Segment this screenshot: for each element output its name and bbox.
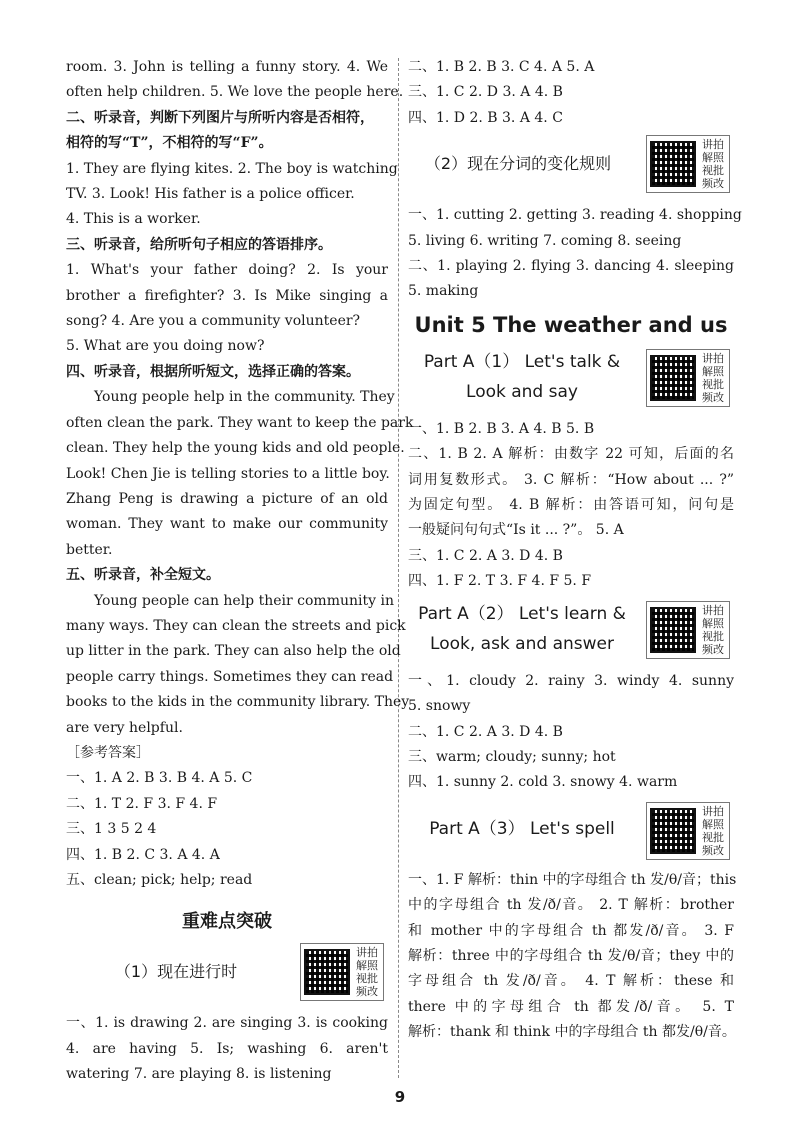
answer-line: 二、1. playing 2. flying 3. dancing 4. sleeping (408, 258, 734, 275)
lesson-title: Look and say (466, 381, 578, 402)
unit-title: Unit 5 The weather and us (414, 312, 728, 337)
qr-code-badge[interactable] (646, 349, 730, 407)
answer-line: 一、1. F 解析：thin 中的字母组合 th 发/θ/音；this (408, 871, 737, 888)
answer-line: 一、1. cutting 2. getting 3. reading 4. shopping (408, 207, 742, 224)
left-column (66, 55, 414, 1088)
qr-label: 讲拍 解照 视批 频改 (702, 138, 724, 191)
qr-code-badge[interactable] (646, 135, 730, 193)
answer-line: 四、1. F 2. T 3. F 4. F 5. F (408, 573, 592, 590)
text-line: room. 3. John is telling a funny story. 4. We (66, 59, 388, 75)
answer-line: 二、1. C 2. A 3. D 4. B (408, 723, 563, 740)
answer-line: 五、clean; pick; help; read (66, 872, 253, 888)
answer-line: 中的字母组合 th 发/ð/音。 2. T 解析：brother (408, 897, 734, 914)
task-heading: 相符的写“T”，不相符的写“F”。 (66, 135, 273, 152)
lesson-title: Look, ask and answer (430, 633, 614, 654)
answer-line: 一、1. cloudy 2. rainy 3. windy 4. sunny (408, 672, 734, 689)
answer-line: 三、1 3 5 2 4 (66, 821, 157, 838)
answer-line: 四、1. sunny 2. cold 3. snowy 4. warm (408, 774, 678, 791)
answer-line: 解析：thank 和 think 中的字母组合 th 都发/θ/音。 (408, 1024, 736, 1041)
lesson-title: Part A（3） Let's spell (429, 818, 615, 839)
qr-label: 讲拍 解照 视批 频改 (356, 946, 378, 999)
qr-code-badge[interactable] (300, 943, 384, 1001)
lesson-header (408, 800, 734, 860)
answer-line: 词用复数形式。 3. C 解析：“How about ... ?” (408, 471, 734, 488)
page-number: 9 (394, 1088, 406, 1106)
answer-line: 一般疑问句句式“Is it ... ?”。 5. A (408, 522, 624, 539)
task-heading: 四、听录音，根据所听短文，选择正确的答案。 (66, 363, 360, 380)
answer-line: 5. making (408, 283, 479, 300)
right-column (408, 55, 742, 1046)
qr-label: 讲拍 解照 视批 频改 (702, 603, 724, 656)
qr-code-icon (650, 607, 696, 653)
qr-code-icon (650, 808, 696, 854)
reference-answer-heading: ［参考答案］ (66, 744, 150, 761)
passage-line: Young people can help their community in (94, 592, 394, 609)
passage-line: often clean the park. They want to keep the park (66, 414, 414, 431)
text-line: 4. This is a worker. (66, 211, 201, 228)
passage-line: Zhang Peng is drawing a picture of an old (66, 490, 388, 507)
subsection-header (408, 135, 734, 197)
qr-code-icon (650, 355, 696, 401)
answer-line: 一、1. is drawing 2. are singing 3. is cooking (66, 1015, 388, 1032)
subsection-title: （2）现在分词的变化规则 (424, 154, 612, 174)
task-heading: 二、听录音，判断下列图片与所听内容是否相符， (66, 109, 374, 126)
answer-line: 三、warm; cloudy; sunny; hot (408, 748, 616, 765)
answer-line: 一、1. A 2. B 3. B 4. A 5. C (66, 770, 253, 787)
answer-line: 四、1. B 2. C 3. A 4. A (66, 846, 220, 863)
text-line: 1. What's your father doing? 2. Is your (66, 262, 388, 279)
lesson-title: Part A（2） Let's learn & (418, 603, 626, 624)
passage-line: many ways. They can clean the streets and pick (66, 617, 406, 634)
text-line: 5. What are you doing now? (66, 338, 265, 355)
qr-code-badge[interactable] (646, 601, 730, 659)
column-divider (398, 58, 399, 1078)
answer-line: 和 mother 中的字母组合 th 都发/ð/音。 3. F (408, 922, 734, 939)
passage-line: woman. They want to make our community (66, 516, 388, 533)
subsection-title: （1）现在进行时 (114, 962, 238, 982)
text-line: song? 4. Are you a community volunteer? (66, 313, 361, 330)
answer-line: 解析：three 中的字母组合 th 发/θ/音；they 中的 (408, 947, 734, 964)
lesson-header (408, 599, 734, 661)
passage-line: books to the kids in the community library. They (66, 694, 410, 711)
answer-line: 二、1. B 2. B 3. C 4. A 5. A (408, 59, 595, 75)
section-title: 重难点突破 (182, 911, 272, 933)
answer-line: 一、1. B 2. B 3. A 4. B 5. B (408, 420, 595, 437)
answer-line: 二、1. T 2. F 3. F 4. F (66, 795, 218, 812)
answer-line: 四、1. D 2. B 3. A 4. C (408, 109, 563, 126)
passage-line: better. (66, 541, 113, 558)
passage-line: up litter in the park. They can also help the old (66, 643, 401, 660)
qr-code-icon (304, 949, 350, 995)
answer-line: 为固定句型。 4. B 解析：由答语可知，问句是 (408, 497, 734, 514)
text-line: TV. 3. Look! His father is a police officer. (66, 186, 355, 203)
text-line: brother a firefighter? 3. Is Mike singing a (66, 287, 388, 304)
text-line: 1. They are flying kites. 2. The boy is watching (66, 160, 398, 177)
answer-line: 二、1. B 2. A 解析：由数字 22 可知，后面的名 (408, 446, 734, 463)
qr-label: 讲拍 解照 视批 频改 (702, 351, 724, 404)
subsection-header (66, 943, 388, 1005)
passage-line: Young people help in the community. They (94, 389, 395, 406)
answer-line: watering 7. are playing 8. is listening (66, 1066, 332, 1083)
passage-line: are very helpful. (66, 719, 183, 736)
passage-line: clean. They help the young kids and old people. (66, 440, 405, 457)
passage-line: Look! Chen Jie is telling stories to a little boy. (66, 465, 390, 482)
qr-label: 讲拍 解照 视批 频改 (702, 804, 724, 857)
text-line: often help children. 5. We love the people here. (66, 84, 404, 101)
answer-line: 5. living 6. writing 7. coming 8. seeing (408, 232, 682, 249)
task-heading: 三、听录音，给所听句子相应的答语排序。 (66, 236, 332, 253)
answer-line: 字母组合 th 发/ð/音。 4. T 解析：these 和 (408, 973, 734, 990)
qr-code-icon (650, 141, 696, 187)
task-heading: 五、听录音，补全短文。 (66, 567, 220, 584)
qr-code-badge[interactable] (646, 802, 730, 860)
answer-line: 4. are having 5. Is; washing 6. aren't (66, 1040, 388, 1057)
answer-line: 5. snowy (408, 698, 471, 715)
answer-line: 三、1. C 2. D 3. A 4. B (408, 84, 563, 101)
answer-line: there 中的字母组合 th 都发/ð/音。 5. T (408, 998, 734, 1015)
lesson-title: Part A（1） Let's talk & (423, 351, 621, 372)
answer-line: 三、1. C 2. A 3. D 4. B (408, 547, 563, 564)
passage-line: people carry things. Sometimes they can read (66, 668, 394, 685)
lesson-header (408, 347, 734, 409)
